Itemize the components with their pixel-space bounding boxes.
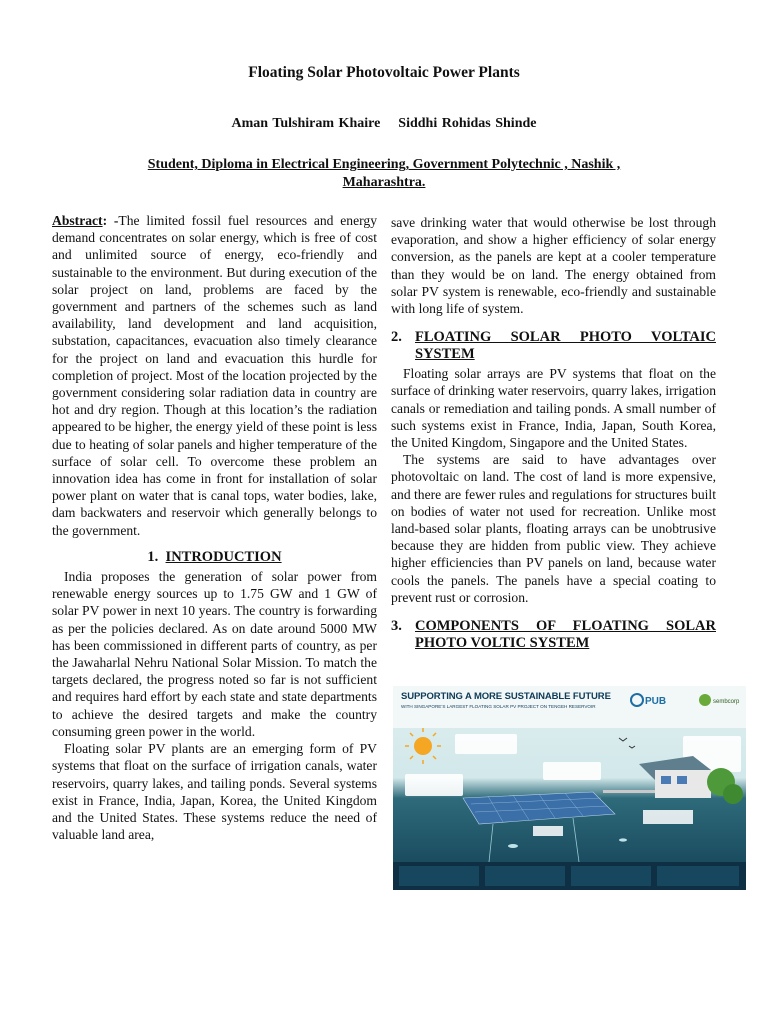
infographic-subtitle: WITH SINGAPORE’S LARGEST FLOATING SOLAR PV PROJECT ON TENGEH RESERVOIR	[401, 704, 596, 709]
sembcorp-logo-icon	[699, 694, 740, 706]
abstract-text: The limited fossil fuel resources and energy demand concentrates on solar energy, which is free of cost and unlimited source of energy, eco-friendly and sustainable to the environment. But during execution of the solar project on land, problems are faced by the government and partners of the schemes such as land availability, land development and land acquisition, substation, capacitances, evacuation also timely clearance for the project on land and evacuation this hurdle for completion of project. Most of the location projected by the government considering solar radiation data in country are hot and dry region. Though at this location’s the radiation appeared to be higher, the energy yield of these point is less due to heating of solar panels and higher temperature of the surface of solar cell. To overcome these problem an innovation idea has come in front for installation of solar power plant on water that is canal tops, water bodies, lake, dam backwaters and reservoir which generally belongs to the government.	[52, 213, 377, 538]
paper-authors: Aman Tulshiram Khaire Siddhi Rohidas Shinde	[231, 116, 537, 131]
label-box-solar-panels	[455, 734, 517, 754]
section-heading-introduction	[52, 549, 377, 566]
tree-icon	[707, 768, 743, 804]
abstract-separator: : -	[102, 213, 119, 228]
label-box-combiner	[543, 762, 601, 780]
introduction-paragraph-1: India proposes the generation of solar power from renewable energy sources up to 1.75 GW and 1 GW of solar PV power in next 10 years. The country is forwarding as per the policies declared. As on date around 5000 MW has been commissioned in different parts of country, as per the Jawaharlal Nehru National Solar Mission. To match the targets declared, the progress noted so far is not sufficient and requires hard effort by each state and state departments to achieve the desired targets and make the country consuming green power in the world.	[52, 569, 377, 739]
infographic-illustration	[393, 686, 746, 890]
sun-icon	[405, 728, 441, 764]
info-panel-2	[485, 866, 565, 886]
logo-left-text: PUB	[645, 696, 667, 707]
paper-title: Floating Solar Photovoltaic Power Plants	[248, 64, 520, 81]
section-2-paragraph-1: Floating solar arrays are PV systems that float on the surface of drinking water reservoirs, quarry lakes, irrigation canals or remediation and tailing ponds. A small number of such systems exist in France, India, Japan, South Korea, the United Kingdom, Singapore and the United States.	[391, 366, 716, 451]
section-title: INTRODUCTION	[165, 548, 282, 565]
section-2-paragraph-2: The systems are said to have advantages over photovoltaic on land. The cost of land is more expensive, and there are fewer rules and regulations for structures built on bodies of water not used for recreation. Unlike most land-based solar plants, floating arrays can be unobtrusive because they are hidden from public view. They achieve higher efficiencies than PV panels on land, because water cools the panels. The panels have a special coating to prevent rust or corrosion.	[391, 452, 716, 605]
infographic-figure	[393, 686, 746, 890]
info-panel-3	[571, 866, 651, 886]
logo-right-text: sembcorp	[713, 699, 740, 705]
introduction-paragraph-2-continued: save drinking water that would otherwise be lost through evaporation, and show a higher efficiency of solar energy conversion, as the panels are kept at a cooler temperature than they would be on land. The energy obtained from solar PV system is renewable, eco-friendly and sustainable with long life of system.	[391, 215, 716, 317]
left-column	[52, 212, 377, 843]
birds-icon	[619, 738, 635, 748]
section-number: 1.	[147, 548, 159, 565]
section-number: 2.	[391, 329, 402, 346]
info-panel-4	[657, 866, 739, 886]
paper-affiliation: Student, Diploma in Electrical Engineering, Government Polytechnic , Nashik , Maharashtra.	[147, 157, 621, 190]
pub-logo-icon	[631, 694, 666, 707]
abstract	[52, 212, 377, 539]
floating-solar-array-icon	[463, 792, 615, 824]
info-panel-1	[399, 866, 479, 886]
fish-icon	[508, 838, 627, 848]
section-title: COMPONENTS OF FLOATING SOLAR PHOTO VOLTIC SYSTEM	[415, 618, 716, 652]
label-box-cable	[643, 810, 693, 824]
anchor-lines-icon	[489, 818, 579, 862]
label-box-floats	[405, 774, 463, 796]
infographic-title: SUPPORTING A MORE SUSTAINABLE FUTURE	[401, 691, 611, 702]
label-box-anchoring	[533, 826, 563, 836]
section-heading-2	[391, 329, 716, 363]
section-heading-3	[391, 618, 716, 652]
introduction-paragraph-2: Floating solar PV plants are an emerging form of PV systems that float on the surface of irrigation canals, water reservoirs, quarry lakes, and tailing ponds. Several systems exist in France, India, Japan, Korea, the United Kingdom and the United States. These systems reduce the need of valuable land area,	[52, 741, 377, 843]
abstract-label: Abstract	[52, 213, 103, 228]
right-column	[391, 214, 716, 654]
section-title: FLOATING SOLAR PHOTO VOLTAIC SYSTEM	[415, 329, 716, 363]
section-number: 3.	[391, 618, 402, 635]
